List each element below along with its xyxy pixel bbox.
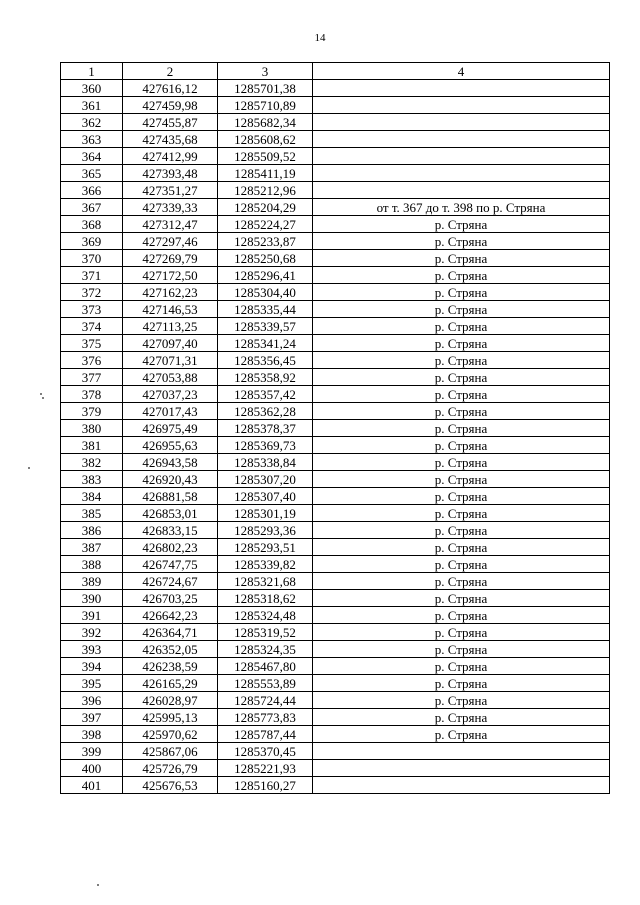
cell-description: р. Стряна bbox=[313, 386, 610, 403]
cell-description: р. Стряна bbox=[313, 709, 610, 726]
cell-y-coordinate: 1285307,40 bbox=[218, 488, 313, 505]
cell-y-coordinate: 1285682,34 bbox=[218, 114, 313, 131]
cell-description: р. Стряна bbox=[313, 284, 610, 301]
cell-x-coordinate: 427269,79 bbox=[123, 250, 218, 267]
cell-point-number: 377 bbox=[61, 369, 123, 386]
cell-description: р. Стряна bbox=[313, 488, 610, 505]
cell-y-coordinate: 1285324,48 bbox=[218, 607, 313, 624]
cell-point-number: 367 bbox=[61, 199, 123, 216]
cell-point-number: 392 bbox=[61, 624, 123, 641]
cell-y-coordinate: 1285293,36 bbox=[218, 522, 313, 539]
cell-point-number: 368 bbox=[61, 216, 123, 233]
cell-point-number: 372 bbox=[61, 284, 123, 301]
table-row bbox=[61, 590, 610, 607]
table-row bbox=[61, 199, 610, 216]
cell-point-number: 362 bbox=[61, 114, 123, 131]
cell-point-number: 394 bbox=[61, 658, 123, 675]
cell-y-coordinate: 1285296,41 bbox=[218, 267, 313, 284]
table-row bbox=[61, 284, 610, 301]
cell-y-coordinate: 1285773,83 bbox=[218, 709, 313, 726]
cell-description: р. Стряна bbox=[313, 301, 610, 318]
scan-speck bbox=[40, 393, 42, 395]
cell-x-coordinate: 426642,23 bbox=[123, 607, 218, 624]
table-row bbox=[61, 556, 610, 573]
table-row bbox=[61, 539, 610, 556]
table-row bbox=[61, 658, 610, 675]
cell-y-coordinate: 1285324,35 bbox=[218, 641, 313, 658]
cell-description bbox=[313, 114, 610, 131]
cell-x-coordinate: 427459,98 bbox=[123, 97, 218, 114]
table-row bbox=[61, 505, 610, 522]
header-cell-x-coordinate: 2 bbox=[123, 63, 218, 80]
cell-description: р. Стряна bbox=[313, 216, 610, 233]
cell-x-coordinate: 427393,48 bbox=[123, 165, 218, 182]
cell-description bbox=[313, 760, 610, 777]
cell-point-number: 374 bbox=[61, 318, 123, 335]
cell-y-coordinate: 1285221,93 bbox=[218, 760, 313, 777]
cell-point-number: 390 bbox=[61, 590, 123, 607]
cell-point-number: 364 bbox=[61, 148, 123, 165]
cell-y-coordinate: 1285250,68 bbox=[218, 250, 313, 267]
cell-description: р. Стряна bbox=[313, 267, 610, 284]
cell-x-coordinate: 427312,47 bbox=[123, 216, 218, 233]
cell-description bbox=[313, 80, 610, 97]
cell-point-number: 373 bbox=[61, 301, 123, 318]
table-row bbox=[61, 471, 610, 488]
cell-y-coordinate: 1285362,28 bbox=[218, 403, 313, 420]
table-row bbox=[61, 675, 610, 692]
cell-x-coordinate: 427162,23 bbox=[123, 284, 218, 301]
cell-y-coordinate: 1285467,80 bbox=[218, 658, 313, 675]
cell-point-number: 361 bbox=[61, 97, 123, 114]
cell-description: р. Стряна bbox=[313, 352, 610, 369]
cell-description: р. Стряна bbox=[313, 539, 610, 556]
cell-description bbox=[313, 743, 610, 760]
cell-point-number: 385 bbox=[61, 505, 123, 522]
table-row bbox=[61, 420, 610, 437]
cell-point-number: 371 bbox=[61, 267, 123, 284]
table-row bbox=[61, 573, 610, 590]
cell-x-coordinate: 427172,50 bbox=[123, 267, 218, 284]
cell-y-coordinate: 1285378,37 bbox=[218, 420, 313, 437]
cell-description: р. Стряна bbox=[313, 471, 610, 488]
table-row bbox=[61, 641, 610, 658]
cell-x-coordinate: 427455,87 bbox=[123, 114, 218, 131]
cell-y-coordinate: 1285212,96 bbox=[218, 182, 313, 199]
cell-description: р. Стряна bbox=[313, 369, 610, 386]
cell-y-coordinate: 1285553,89 bbox=[218, 675, 313, 692]
cell-point-number: 400 bbox=[61, 760, 123, 777]
cell-point-number: 369 bbox=[61, 233, 123, 250]
cell-description: р. Стряна bbox=[313, 624, 610, 641]
table-row bbox=[61, 114, 610, 131]
cell-description: р. Стряна bbox=[313, 250, 610, 267]
cell-description bbox=[313, 165, 610, 182]
cell-x-coordinate: 426955,63 bbox=[123, 437, 218, 454]
cell-x-coordinate: 425726,79 bbox=[123, 760, 218, 777]
cell-y-coordinate: 1285307,20 bbox=[218, 471, 313, 488]
table-row bbox=[61, 454, 610, 471]
cell-y-coordinate: 1285411,19 bbox=[218, 165, 313, 182]
cell-x-coordinate: 426747,75 bbox=[123, 556, 218, 573]
cell-description: р. Стряна bbox=[313, 318, 610, 335]
page-number: 14 bbox=[314, 32, 326, 44]
cell-x-coordinate: 426238,59 bbox=[123, 658, 218, 675]
header-cell-y-coordinate: 3 bbox=[218, 63, 313, 80]
cell-point-number: 399 bbox=[61, 743, 123, 760]
table-row bbox=[61, 522, 610, 539]
cell-y-coordinate: 1285358,92 bbox=[218, 369, 313, 386]
cell-point-number: 379 bbox=[61, 403, 123, 420]
table-row bbox=[61, 488, 610, 505]
cell-x-coordinate: 425995,13 bbox=[123, 709, 218, 726]
cell-point-number: 384 bbox=[61, 488, 123, 505]
cell-x-coordinate: 426364,71 bbox=[123, 624, 218, 641]
cell-x-coordinate: 427412,99 bbox=[123, 148, 218, 165]
cell-point-number: 396 bbox=[61, 692, 123, 709]
cell-x-coordinate: 426853,01 bbox=[123, 505, 218, 522]
cell-y-coordinate: 1285335,44 bbox=[218, 301, 313, 318]
cell-y-coordinate: 1285338,84 bbox=[218, 454, 313, 471]
table-row bbox=[61, 437, 610, 454]
cell-x-coordinate: 426881,58 bbox=[123, 488, 218, 505]
cell-y-coordinate: 1285509,52 bbox=[218, 148, 313, 165]
cell-point-number: 381 bbox=[61, 437, 123, 454]
cell-x-coordinate: 426724,67 bbox=[123, 573, 218, 590]
cell-point-number: 375 bbox=[61, 335, 123, 352]
cell-y-coordinate: 1285339,82 bbox=[218, 556, 313, 573]
cell-description: р. Стряна bbox=[313, 420, 610, 437]
table-row bbox=[61, 97, 610, 114]
scan-speck bbox=[28, 467, 30, 469]
cell-point-number: 363 bbox=[61, 131, 123, 148]
cell-y-coordinate: 1285318,62 bbox=[218, 590, 313, 607]
cell-y-coordinate: 1285369,73 bbox=[218, 437, 313, 454]
cell-description: р. Стряна bbox=[313, 573, 610, 590]
cell-y-coordinate: 1285356,45 bbox=[218, 352, 313, 369]
table-row bbox=[61, 743, 610, 760]
cell-y-coordinate: 1285321,68 bbox=[218, 573, 313, 590]
cell-x-coordinate: 427297,46 bbox=[123, 233, 218, 250]
cell-x-coordinate: 427616,12 bbox=[123, 80, 218, 97]
table-row bbox=[61, 301, 610, 318]
cell-x-coordinate: 426920,43 bbox=[123, 471, 218, 488]
cell-point-number: 366 bbox=[61, 182, 123, 199]
cell-y-coordinate: 1285160,27 bbox=[218, 777, 313, 794]
cell-x-coordinate: 426833,15 bbox=[123, 522, 218, 539]
table-row bbox=[61, 624, 610, 641]
table-row bbox=[61, 318, 610, 335]
cell-description bbox=[313, 182, 610, 199]
table-row bbox=[61, 233, 610, 250]
cell-point-number: 386 bbox=[61, 522, 123, 539]
header-cell-description: 4 bbox=[313, 63, 610, 80]
scan-speck bbox=[42, 397, 44, 399]
cell-x-coordinate: 425970,62 bbox=[123, 726, 218, 743]
table-row bbox=[61, 148, 610, 165]
cell-y-coordinate: 1285370,45 bbox=[218, 743, 313, 760]
cell-description: от т. 367 до т. 398 по р. Стряна bbox=[313, 199, 610, 216]
table-row bbox=[61, 403, 610, 420]
cell-description: р. Стряна bbox=[313, 590, 610, 607]
table-row bbox=[61, 267, 610, 284]
cell-description: р. Стряна bbox=[313, 437, 610, 454]
cell-x-coordinate: 427053,88 bbox=[123, 369, 218, 386]
cell-x-coordinate: 427339,33 bbox=[123, 199, 218, 216]
cell-point-number: 395 bbox=[61, 675, 123, 692]
cell-description: р. Стряна bbox=[313, 726, 610, 743]
cell-point-number: 393 bbox=[61, 641, 123, 658]
table-row bbox=[61, 165, 610, 182]
cell-point-number: 376 bbox=[61, 352, 123, 369]
cell-description: р. Стряна bbox=[313, 607, 610, 624]
table-row bbox=[61, 131, 610, 148]
cell-point-number: 387 bbox=[61, 539, 123, 556]
cell-point-number: 370 bbox=[61, 250, 123, 267]
cell-point-number: 378 bbox=[61, 386, 123, 403]
table-row bbox=[61, 335, 610, 352]
cell-point-number: 401 bbox=[61, 777, 123, 794]
cell-description bbox=[313, 777, 610, 794]
cell-description: р. Стряна bbox=[313, 692, 610, 709]
cell-description: р. Стряна bbox=[313, 454, 610, 471]
cell-y-coordinate: 1285724,44 bbox=[218, 692, 313, 709]
cell-description: р. Стряна bbox=[313, 335, 610, 352]
cell-x-coordinate: 427071,31 bbox=[123, 352, 218, 369]
cell-description bbox=[313, 148, 610, 165]
cell-x-coordinate: 426028,97 bbox=[123, 692, 218, 709]
table-body bbox=[61, 80, 610, 794]
cell-x-coordinate: 426802,23 bbox=[123, 539, 218, 556]
cell-y-coordinate: 1285701,38 bbox=[218, 80, 313, 97]
cell-description: р. Стряна bbox=[313, 556, 610, 573]
cell-point-number: 382 bbox=[61, 454, 123, 471]
cell-description: р. Стряна bbox=[313, 675, 610, 692]
cell-point-number: 397 bbox=[61, 709, 123, 726]
cell-description bbox=[313, 97, 610, 114]
cell-point-number: 360 bbox=[61, 80, 123, 97]
cell-x-coordinate: 426975,49 bbox=[123, 420, 218, 437]
cell-point-number: 391 bbox=[61, 607, 123, 624]
cell-description: р. Стряна bbox=[313, 403, 610, 420]
cell-y-coordinate: 1285293,51 bbox=[218, 539, 313, 556]
cell-y-coordinate: 1285339,57 bbox=[218, 318, 313, 335]
cell-x-coordinate: 427435,68 bbox=[123, 131, 218, 148]
table-row bbox=[61, 386, 610, 403]
table-row bbox=[61, 607, 610, 624]
cell-x-coordinate: 427097,40 bbox=[123, 335, 218, 352]
cell-x-coordinate: 427351,27 bbox=[123, 182, 218, 199]
table-row bbox=[61, 760, 610, 777]
scan-speck bbox=[97, 884, 99, 886]
cell-description: р. Стряна bbox=[313, 522, 610, 539]
cell-x-coordinate: 427113,25 bbox=[123, 318, 218, 335]
coordinates-table bbox=[60, 62, 610, 794]
table-row bbox=[61, 726, 610, 743]
cell-y-coordinate: 1285357,42 bbox=[218, 386, 313, 403]
cell-x-coordinate: 426165,29 bbox=[123, 675, 218, 692]
table-row bbox=[61, 692, 610, 709]
cell-y-coordinate: 1285608,62 bbox=[218, 131, 313, 148]
cell-x-coordinate: 426352,05 bbox=[123, 641, 218, 658]
cell-description: р. Стряна bbox=[313, 658, 610, 675]
cell-y-coordinate: 1285301,19 bbox=[218, 505, 313, 522]
cell-description bbox=[313, 131, 610, 148]
cell-x-coordinate: 425676,53 bbox=[123, 777, 218, 794]
cell-x-coordinate: 426703,25 bbox=[123, 590, 218, 607]
table-header-row bbox=[61, 63, 610, 80]
cell-description: р. Стряна bbox=[313, 641, 610, 658]
cell-y-coordinate: 1285224,27 bbox=[218, 216, 313, 233]
table-row bbox=[61, 369, 610, 386]
cell-y-coordinate: 1285341,24 bbox=[218, 335, 313, 352]
cell-description: р. Стряна bbox=[313, 505, 610, 522]
cell-point-number: 389 bbox=[61, 573, 123, 590]
cell-y-coordinate: 1285787,44 bbox=[218, 726, 313, 743]
cell-y-coordinate: 1285204,29 bbox=[218, 199, 313, 216]
cell-x-coordinate: 426943,58 bbox=[123, 454, 218, 471]
cell-point-number: 380 bbox=[61, 420, 123, 437]
cell-x-coordinate: 427037,23 bbox=[123, 386, 218, 403]
cell-point-number: 398 bbox=[61, 726, 123, 743]
cell-x-coordinate: 427017,43 bbox=[123, 403, 218, 420]
cell-y-coordinate: 1285233,87 bbox=[218, 233, 313, 250]
cell-description: р. Стряна bbox=[313, 233, 610, 250]
table-row bbox=[61, 80, 610, 97]
cell-x-coordinate: 425867,06 bbox=[123, 743, 218, 760]
table-row bbox=[61, 709, 610, 726]
cell-y-coordinate: 1285710,89 bbox=[218, 97, 313, 114]
table-row bbox=[61, 777, 610, 794]
table-row bbox=[61, 250, 610, 267]
cell-point-number: 365 bbox=[61, 165, 123, 182]
cell-point-number: 388 bbox=[61, 556, 123, 573]
table-row bbox=[61, 182, 610, 199]
cell-x-coordinate: 427146,53 bbox=[123, 301, 218, 318]
cell-y-coordinate: 1285304,40 bbox=[218, 284, 313, 301]
table-row bbox=[61, 352, 610, 369]
header-cell-point-number: 1 bbox=[61, 63, 123, 80]
cell-point-number: 383 bbox=[61, 471, 123, 488]
table-row bbox=[61, 216, 610, 233]
cell-y-coordinate: 1285319,52 bbox=[218, 624, 313, 641]
